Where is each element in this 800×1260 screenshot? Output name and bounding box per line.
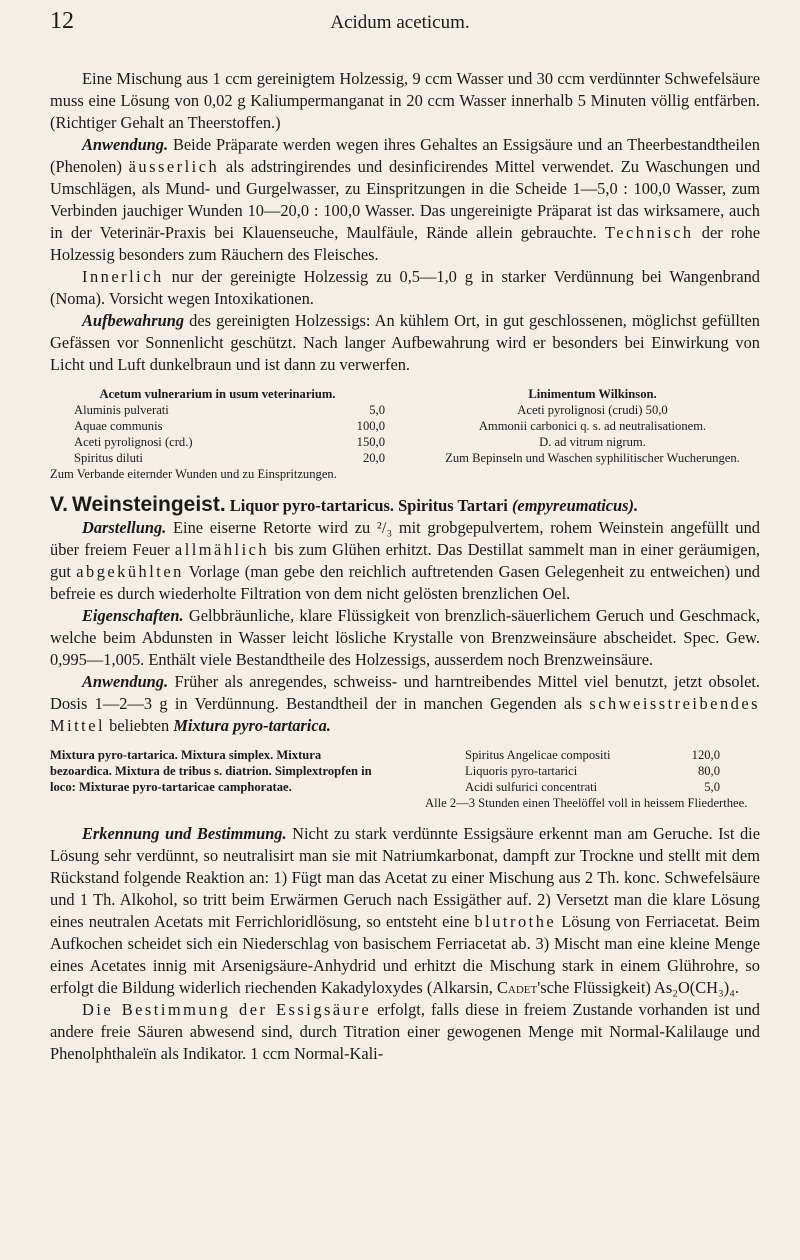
section-heading [50, 494, 760, 517]
spaced-text: allmählich [174, 540, 270, 559]
recipe-acetum-vulnerarium [50, 386, 385, 482]
text-span: des gereinigten Holzessigs: An kühlem Ort, in gut geschlossenen, möglichst gefüllten Gefässen vor Sonnenlicht geschützt. Nach langer Aufbewahrung wird er besonders bei Einwirkung von Licht und Luft dunkelbraun und ist dann zu verwerfen. [50, 311, 760, 374]
recipe-line [50, 402, 385, 418]
recipe-line [425, 747, 760, 763]
text-span: Nicht zu stark verdünnte Essigsäure erkennt man am Geruche. Ist die Lösung sehr verdünnt, so neutralisirt man sie mit Natriumkarbonat, dampft zur Trockne und stellt mit dem Rückstand folgende Reaktion an: 1) Fügt man das Acetat zu einer Mischung aus 2 Th. konc. Schwefelsäure und 1 Th. Alkohol, so tritt beim Erwärmen Geruch nach Essigäther auf. 2) Versetzt man die klare Lösung eines neutralen Acetats mit Ferrichloridlösung, so entsteht eine [50, 824, 761, 931]
label-eigenschaften: Eigenschaften. [82, 606, 184, 625]
page-number: 12 [50, 8, 74, 34]
section-number: V. [50, 493, 68, 516]
ingredient-name: Spiritus diluti [74, 451, 143, 465]
ingredient-qty: 80,0 [697, 764, 720, 778]
recipe-line [50, 418, 385, 434]
ingredient-name: Spiritus Angelicae compositi [465, 748, 611, 762]
text-span: erfolgt, falls diese in freiem Zustande vorhanden ist und andere freie Säuren abwesend sind, durch Titration einer gewogenen Menge mit Normal-Kalilauge und Phenolphthaleïn als Indikator. 1 ccm Normal-Kali- [50, 1000, 760, 1063]
text-span: bis zum Glühen erhitzt. Das Destillat sammelt man in einer geräumigen, gut [50, 540, 760, 581]
ingredient-qty: 5,0 [369, 403, 385, 417]
label-aufbewahrung: Aufbewahrung [82, 311, 185, 330]
recipe-line: D. ad vitrum nigrum. [539, 435, 646, 449]
text-span: Lösung von Ferriacetat. Beim Aufkochen scheidet sich ein Niederschlag von basischem Ferriacetat ab. 3) Mischt man eine kleine Menge eines Acetates innig mit Arsenigsäure-Anhydrid und erhitzt die Mischung stark in einem Glührohre, so erfolgt die Bildung widerlich riechenden Kakadyloxydes (Alkarsin, [50, 912, 760, 997]
paragraph-test: Eine Mischung aus 1 ccm gereinigtem Holzessig, 9 ccm Wasser und 30 ccm verdünnter Schwefelsäure muss eine Lösung von 0,02 g Kaliumpermanganat in 20 ccm Wasser innerhalb 5 Minuten völlig entfärben. (Richtiger Gehalt an Theerstoffen.) [50, 69, 760, 132]
ingredient-qty: 5,0 [704, 780, 720, 794]
spaced-text: Technisch [604, 223, 694, 242]
recipe-title: Linimentum Wilkinson. [528, 387, 657, 401]
ingredient-qty: 150,0 [356, 435, 385, 449]
text-span: Beide Präparate werden wegen ihres Gehaltes an Essigsäure und an Theerbestandtheilen (Phenolen) [50, 135, 760, 176]
text-span: beliebten [105, 716, 174, 735]
text-span: Gelbbräunliche, klare Flüssigkeit von brenzlich-säuerlichem Geruch und Geschmack, welche beim Abdunsten in Wasser leicht lösliche Krystalle von Brenzweinsäure abscheidet. Spec. Gew. 0,995—1,005. Enthält viele Bestandtheile des Holzessigs, ausserdem noch Brenzweinsäure. [50, 606, 760, 669]
recipe-mixtura-pyro-tartarica [50, 747, 385, 811]
page-header [0, 6, 800, 46]
recipe-line: Aceti pyrolignosi (crudi) 50,0 [517, 403, 668, 417]
ingredient-qty: 20,0 [362, 451, 385, 465]
recipe-line [425, 779, 760, 795]
section-subtitle-italic: (empyreumaticus). [511, 496, 639, 515]
spaced-text: Die Bestimmung der Essigsäure [82, 1000, 372, 1019]
recipe-title: Mixtura pyro-tartarica. Mixtura simplex. Mixtura bezoardica. Mixtura de tribus s. diatrion. Simplextropfen in loco: Mixturae pyro-tartaricae camphoratae. [50, 748, 372, 794]
paragraph-anwendung-2 [50, 671, 760, 737]
page-body [50, 68, 760, 1065]
paragraph-eigenschaften [50, 605, 760, 671]
recipe-mixtura-ingredients [425, 747, 760, 811]
paragraph-anwendung [50, 134, 760, 266]
text-span: als adstringirendes und desinficirendes Mittel verwendet. Zu Waschungen und Umschlägen, als Mund- und Gurgelwasser, zu Einspritzungen in die Scheide 1—5,0 : 100,0 Wasser, zum Verbinden jauchiger Wunden 10—20,0 : 100,0 Wasser. Das ungereinigte Präparat ist das wirksamere, auch in der Veterinär-Praxis bei Klauenseuche, Maulfäule, Rände allein gebrauchte. [50, 157, 761, 242]
label-erkennung: Erkennung und Bestimmung. [82, 824, 287, 843]
paragraph-darstellung [50, 517, 760, 605]
recipe-title: Acetum vulnerarium in usum veterinarium. [99, 387, 336, 401]
recipe-line [50, 450, 385, 466]
spaced-text: blutrothe [474, 912, 557, 931]
ingredient-name: Aceti pyrolignosi (crd.) [74, 435, 193, 449]
label-anwendung: Anwendung. [82, 135, 169, 154]
text-span: der rohe Holzessig besonders zum Räuchern des Fleisches. [50, 223, 761, 264]
recipe-note: Zum Bepinseln und Waschen syphilitischer Wucherungen. [445, 451, 740, 465]
recipe-line [50, 434, 385, 450]
recipe-columns-1 [50, 386, 760, 482]
text-span: nur der gereinigte Holzessig zu 0,5—1,0 g in starker Verdünnung bei Wangenbrand (Noma). Vorsicht wegen Intoxikationen. [50, 267, 760, 308]
section-title: Weinsteingeist. [72, 493, 226, 516]
running-head: Acidum aceticum. [330, 12, 470, 33]
section-subtitle: Liquor pyro-tartaricus. Spiritus Tartari [229, 496, 508, 515]
spaced-text: Innerlich [82, 267, 164, 286]
paragraph-bestimmung [50, 999, 760, 1065]
paragraph-aufbewahrung [50, 310, 760, 376]
recipe-line: Ammonii carbonici q. s. ad neutralisationem. [478, 419, 707, 433]
paragraph-innerlich [50, 266, 760, 310]
text-span: 'sche Flüssigkeit) As₂O(CH₃)₄. [537, 978, 740, 997]
ingredient-name: Aluminis pulverati [74, 403, 169, 417]
label-anwendung: Anwendung. [82, 672, 169, 691]
ingredient-qty: 120,0 [691, 748, 720, 762]
text-span: Eine eiserne Retorte wird zu ²/₃ mit grobgepulvertem, rohem Weinstein angefüllt und über freiem Feuer [50, 518, 760, 559]
recipe-columns-2 [50, 747, 760, 811]
paragraph-erkennung [50, 823, 760, 999]
text-span: Früher als anregendes, schweiss- und harntreibendes Mittel viel benutzt, jetzt obsolet. Dosis 1—2—3 g in Verdünnung. Bestandtheil der in manchen Gegenden als [50, 672, 760, 713]
label-darstellung: Darstellung. [82, 518, 167, 537]
recipe-note: Alle 2—3 Stunden einen Theelöffel voll in heissem Fliederthee. [425, 796, 748, 810]
ingredient-name: Acidi sulfurici concentrati [465, 780, 598, 794]
ingredient-name: Liquoris pyro-tartarici [465, 764, 578, 778]
italic-text: Mixtura pyro-tartarica. [173, 716, 331, 735]
spaced-text: schweisstreibendes Mittel [50, 694, 760, 735]
recipe-linimentum-wilkinson [425, 386, 760, 482]
spaced-text: abgekühlten [76, 562, 184, 581]
spaced-text: äusserlich [128, 157, 220, 176]
ingredient-name: Aquae communis [74, 419, 163, 433]
small-caps-text: Cadet [496, 978, 538, 997]
recipe-note: Zum Verbande eiternder Wunden und zu Einspritzungen. [50, 467, 337, 481]
text-span: Vorlage (man gebe den reichlich auftretenden Gasen Gelegenheit zu entweichen) und befreie es durch wiederholte Filtration von dem nicht gelösten brenzlichen Oel. [50, 562, 760, 603]
recipe-line [425, 763, 760, 779]
ingredient-qty: 100,0 [356, 419, 385, 433]
